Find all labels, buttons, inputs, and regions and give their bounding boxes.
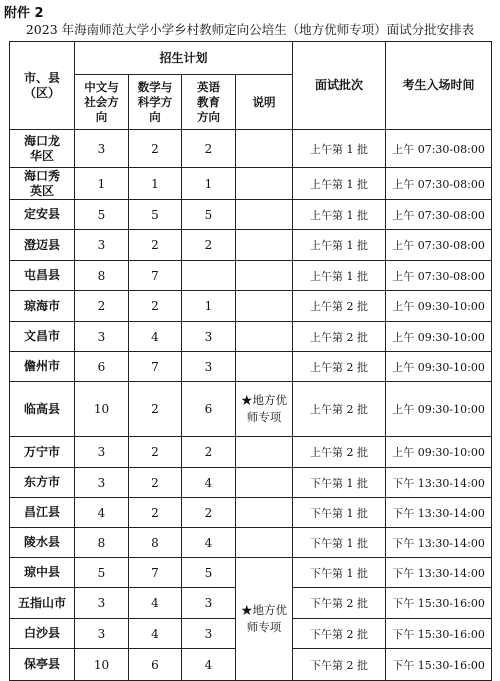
chinese-count: 3 [75,322,129,352]
city-name: 临高县 [10,382,75,437]
city-name: 万宁市 [10,437,75,468]
note-cell [236,322,293,352]
math-count: 7 [129,261,182,291]
batch-cell: 下午第 1 批 [293,468,386,498]
chinese-count: 5 [75,558,129,588]
chinese-count: 10 [75,649,129,681]
city-name: 五指山市 [10,588,75,619]
batch-cell: 上午第 2 批 [293,322,386,352]
note-cell [236,230,293,261]
math-count: 5 [129,200,182,230]
english-count: 4 [182,528,236,558]
header-math [129,75,182,130]
city-cell [10,168,75,200]
english-count [182,261,236,291]
note-cell [236,352,293,382]
note-cell [236,528,293,558]
batch-cell: 下午第 1 批 [293,498,386,528]
table-row [10,261,492,291]
table-row [10,322,492,352]
chinese-count: 6 [75,352,129,382]
english-count: 5 [182,558,236,588]
city-name: 定安县 [10,200,75,230]
schedule-table [9,41,492,681]
math-count: 1 [129,168,182,200]
time-cell: 下午 13:30-14:00 [386,468,492,498]
chinese-count: 3 [75,130,129,168]
time-cell: 上午 09:30-10:00 [386,322,492,352]
time-cell: 上午 07:30-08:00 [386,168,492,200]
header-plan: 招生计划 [75,42,293,75]
math-count: 2 [129,291,182,322]
table-row [10,230,492,261]
header-city [10,42,75,130]
math-count: 4 [129,588,182,619]
time-cell: 上午 07:30-08:00 [386,261,492,291]
header-city-text: 市、县（区） [23,70,60,100]
city-name: 澄迈县 [10,230,75,261]
chinese-count: 5 [75,200,129,230]
table-row [10,437,492,468]
batch-cell: 下午第 2 批 [293,619,386,649]
chinese-count: 8 [75,528,129,558]
header-chinese-text: 中文与社会方向 [84,79,119,124]
math-count: 2 [129,230,182,261]
batch-cell: 下午第 1 批 [293,558,386,588]
header-english [182,75,236,130]
time-cell: 上午 07:30-08:00 [386,130,492,168]
table-row [10,382,492,437]
time-cell: 下午 15:30-16:00 [386,649,492,681]
chinese-count: 10 [75,382,129,437]
chinese-count: 1 [75,168,129,200]
note-cell [236,498,293,528]
city-name: 陵水县 [10,528,75,558]
chinese-count: 2 [75,291,129,322]
note-cell [236,558,293,681]
chinese-count: 8 [75,261,129,291]
chinese-count: 3 [75,437,129,468]
city-name: 琼海市 [10,291,75,322]
batch-cell: 上午第 1 批 [293,200,386,230]
english-count: 2 [182,130,236,168]
math-count: 2 [129,468,182,498]
math-count: 4 [129,322,182,352]
math-count: 8 [129,528,182,558]
note-text: ★地方优师专项 [241,603,287,634]
time-cell: 下午 13:30-14:00 [386,498,492,528]
note-cell [236,468,293,498]
city-name: 保亭县 [10,649,75,681]
math-count: 2 [129,498,182,528]
time-cell: 上午 07:30-08:00 [386,200,492,230]
table-row [10,528,492,558]
english-count: 3 [182,352,236,382]
city-cell [10,130,75,168]
city-name: 屯昌县 [10,261,75,291]
note-cell [236,437,293,468]
english-count: 1 [182,168,236,200]
city-name: 文昌市 [10,322,75,352]
english-count: 4 [182,468,236,498]
table-row [10,291,492,322]
header-batch: 面试批次 [293,42,386,130]
english-count: 3 [182,322,236,352]
note-cell [236,261,293,291]
table-row [10,200,492,230]
english-count: 1 [182,291,236,322]
math-count: 2 [129,130,182,168]
note-cell [236,130,293,168]
header-english-text: 英语教育方向 [197,79,220,124]
header-chinese [75,75,129,130]
time-cell: 下午 13:30-14:00 [386,558,492,588]
english-count: 5 [182,200,236,230]
math-count: 6 [129,649,182,681]
chinese-count: 3 [75,230,129,261]
time-cell: 下午 15:30-16:00 [386,588,492,619]
city-name: 东方市 [10,468,75,498]
header-note: 说明 [236,75,293,130]
math-count: 4 [129,619,182,649]
time-cell: 上午 09:30-10:00 [386,382,492,437]
english-count: 2 [182,498,236,528]
english-count: 2 [182,437,236,468]
batch-cell: 上午第 1 批 [293,261,386,291]
city-name: 海口龙华区 [23,133,60,163]
math-count: 2 [129,437,182,468]
table-row [10,468,492,498]
batch-cell: 上午第 2 批 [293,437,386,468]
city-name: 海口秀英区 [23,168,60,198]
time-cell: 上午 09:30-10:00 [386,437,492,468]
batch-cell: 上午第 1 批 [293,130,386,168]
time-cell: 上午 09:30-10:00 [386,291,492,322]
time-cell: 下午 15:30-16:00 [386,619,492,649]
city-name: 儋州市 [10,352,75,382]
city-name: 琼中县 [10,558,75,588]
english-count: 6 [182,382,236,437]
batch-cell: 上午第 2 批 [293,352,386,382]
note-cell [236,382,293,437]
table-row [10,352,492,382]
attachment-label: 附件 2 [4,6,44,21]
batch-cell: 上午第 2 批 [293,291,386,322]
english-count: 2 [182,230,236,261]
batch-cell: 下午第 2 批 [293,649,386,681]
english-count: 4 [182,649,236,681]
time-cell: 上午 09:30-10:00 [386,352,492,382]
city-name: 昌江县 [10,498,75,528]
note-cell [236,291,293,322]
header-math-text: 数学与科学方向 [137,79,173,124]
math-count: 2 [129,382,182,437]
note-text: ★地方优师专项 [241,393,287,424]
time-cell: 上午 07:30-08:00 [386,230,492,261]
chinese-count: 4 [75,498,129,528]
chinese-count: 3 [75,619,129,649]
table-row [10,168,492,200]
note-cell [236,168,293,200]
city-name: 白沙县 [10,619,75,649]
math-count: 7 [129,558,182,588]
table-row [10,498,492,528]
table-row [10,130,492,168]
batch-cell: 下午第 1 批 [293,528,386,558]
batch-cell: 上午第 1 批 [293,168,386,200]
page-title: 2023 年海南师范大学小学乡村教师定向公培生（地方优师专项）面试分批安排表 [25,22,475,37]
header-time: 考生入场时间 [386,42,492,130]
chinese-count: 3 [75,468,129,498]
note-cell [236,200,293,230]
time-cell: 下午 13:30-14:00 [386,528,492,558]
table-row [10,558,492,588]
english-count: 3 [182,588,236,619]
batch-cell: 上午第 1 批 [293,230,386,261]
batch-cell: 上午第 2 批 [293,382,386,437]
chinese-count: 3 [75,588,129,619]
batch-cell: 下午第 2 批 [293,588,386,619]
math-count: 7 [129,352,182,382]
english-count: 3 [182,619,236,649]
